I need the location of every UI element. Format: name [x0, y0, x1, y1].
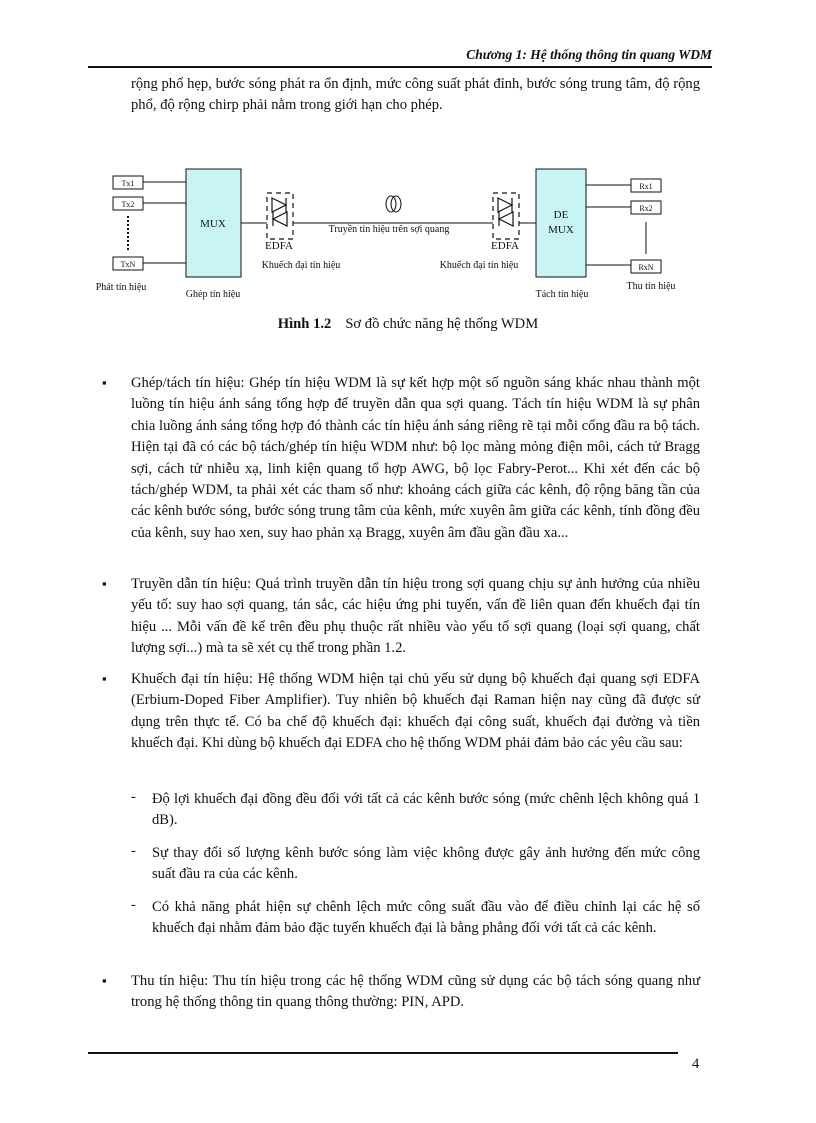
dash-marker: - [131, 789, 136, 805]
page-number: 4 [692, 1056, 700, 1072]
mux-label: MUX [200, 218, 226, 230]
dash-marker: - [131, 897, 136, 913]
intro-paragraph: rộng phổ hẹp, bước sóng phát ra ổn định, mức công suất phát đỉnh, bước sóng trung tâm, độ rộng phổ, độ rộng chirp phải nằm trong giới hạn cho phép. [131, 76, 700, 114]
amp-right-label: Khuếch đại tín hiệu [439, 260, 519, 271]
bullet-marker: ▪ [102, 973, 107, 988]
mux-group-label: Ghép tín hiệu [185, 289, 241, 300]
bullet-marker: ▪ [102, 576, 107, 591]
fiber-coil-icon [386, 196, 401, 212]
demux-label-line1: DE [553, 209, 569, 221]
caption-text: Sơ đồ chức năng hệ thống WDM [345, 316, 539, 332]
bullet-item-transmission: Truyền dẫn tín hiệu: Quá trình truyền dẫn tín hiệu trong sợi quang chịu sự ảnh hưởng của nhiều yếu tố: suy hao sợi quang, tán sắc, các hiệu ứng phi tuyến, vấn đề liên quan đến khuếch đại tín hiệu ... Mỗi vấn đề kể trên đều phụ thuộc rất nhiều vào yếu tố sợi quang (loại sợi quang, chất lượng sợi...) mà ta sẽ xét cụ thể trong phần 1.2. [131, 576, 700, 657]
edfa-left-label: EDFA [265, 240, 293, 252]
footer-rule [88, 1052, 678, 1054]
demux-label-line2: MUX [548, 224, 574, 236]
figure-caption [0, 316, 816, 333]
subitem-power-detection: Có khả năng phát hiện sự chênh lệch mức công suất đầu vào để điều chỉnh lại các hệ số khuếch đại nhằm đảm bảo đặc tuyến khuếch đại là bằng phẳng đối với tất cả các kênh. [152, 899, 700, 937]
dash-marker: - [131, 843, 136, 859]
caption-number: Hình 1.2 [277, 316, 332, 332]
bullet-item-amplification: Khuếch đại tín hiệu: Hệ thống WDM hiện tại chủ yếu sử dụng bộ khuếch đại quang sợi EDFA (Erbium-Doped Fiber Amplifier). Tuy nhiên bộ khuếch đại Raman hiện nay cũng đã được sử dụng trên thực tế. Có ba chế độ khuếch đại: khuếch đại công suất, khuếch đại đường và tiền khuếch đại. Khi dùng bộ khuếch đại EDFA cho hệ thống WDM phải đảm bảo các yêu cầu sau: [131, 671, 700, 752]
fiber-label: Truyền tín hiệu trên sợi quang [328, 224, 450, 235]
bullet-marker: ▪ [102, 375, 107, 390]
demux-box [536, 169, 586, 277]
amp-left-label: Khuếch đại tín hiệu [261, 260, 341, 271]
rx-group-label: Thu tín hiệu [626, 281, 676, 292]
bullet-item-reception: Thu tín hiệu: Thu tín hiệu trong các hệ thống WDM cũng sử dụng các bộ tách sóng quang như trong hệ thống thông tin quang thông thường: PIN, APD. [131, 973, 700, 1011]
tx-group-label: Phát tín hiệu [95, 282, 147, 293]
edfa-right-label: EDFA [491, 240, 519, 252]
bullet-marker: ▪ [102, 671, 107, 686]
rx1-label: Rx1 [639, 182, 653, 191]
rx2-label: Rx2 [639, 204, 653, 213]
subitem-gain-flatness: Độ lợi khuếch đại đồng đều đối với tất cả các kênh bước sóng (mức chênh lệch không quá 1 dB). [152, 791, 700, 829]
tx1-label: Tx1 [121, 179, 135, 188]
subitem-channel-count: Sự thay đổi số lượng kênh bước sóng làm việc không được gây ảnh hưởng đến mức công suất đầu ra của các kênh. [152, 845, 700, 883]
bullet-item-mux-demux: Ghép/tách tín hiệu: Ghép tín hiệu WDM là sự kết hợp một số nguồn sáng khác nhau thành một luồng tín hiệu ánh sáng tổng hợp để truyền dẫn qua sợi quang. Tách tín hiệu WDM là sự phân chia luồng ánh sáng tổng hợp đó thành các tín hiệu ánh sáng riêng rẽ tại mỗi cổng đầu ra bộ tách. Hiện tại đã có các bộ tách/ghép tín hiệu WDM như: bộ lọc màng mỏng điện môi, cách tử Bragg sợi, cách tử nhiễu xạ, linh kiện quang tổ hợp AWG, bộ lọc Fabry-Perot... Khi xét đến các bộ tách/ghép WDM, ta phải xét các tham số như: khoảng cách giữa các kênh, độ rộng băng tần của các kênh bước sóng, bước sóng trung tâm của kênh, mức xuyên âm giữa các kênh, tính đồng đều của kênh, suy hao xen, suy hao phản xạ Bragg, xuyên âm đầu gần đầu xa... [131, 375, 700, 541]
rxn-label: RxN [638, 263, 654, 272]
demux-group-label: Tách tín hiệu [535, 289, 589, 300]
txn-label: TxN [120, 260, 136, 269]
edfa-left-symbol [267, 193, 293, 239]
page-header: Chương 1: Hệ thống thông tin quang WDM [466, 47, 712, 62]
header-rule [88, 66, 712, 68]
edfa-right-symbol [493, 193, 519, 239]
wdm-diagram [86, 160, 706, 310]
tx2-label: Tx2 [121, 200, 135, 209]
